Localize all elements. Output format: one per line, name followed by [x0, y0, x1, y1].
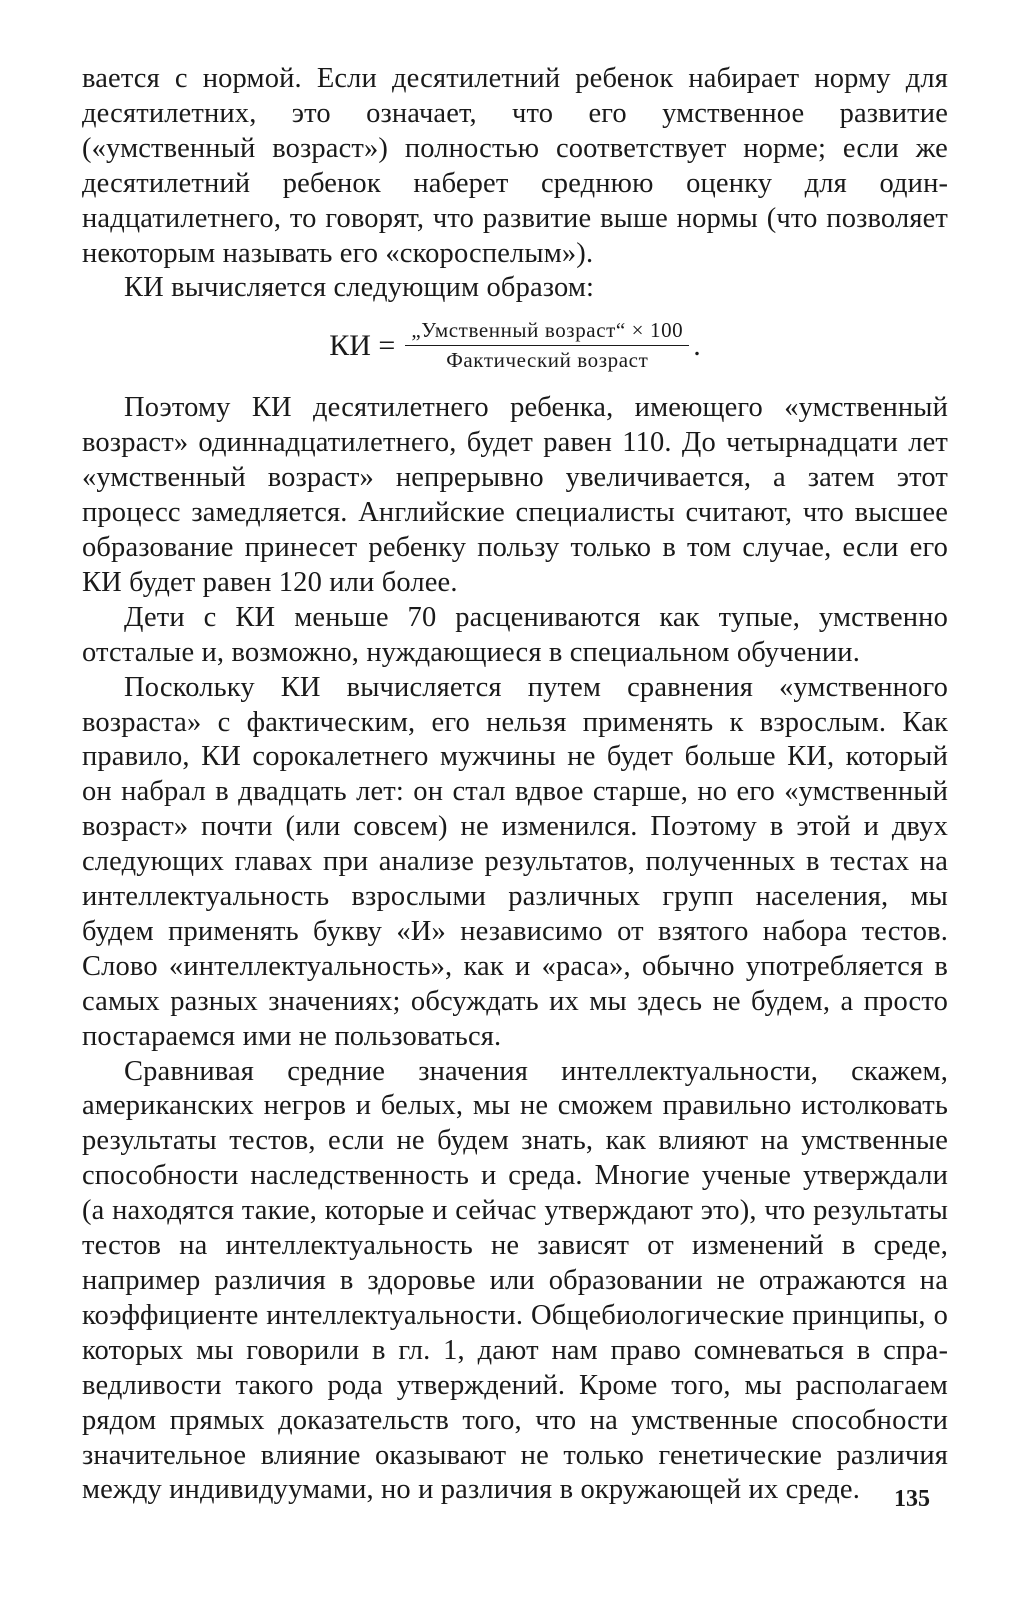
paragraph-ki-adults: Поскольку КИ вычисляется путем сравнения «умственного возраста» с фактическим, его нельзя применять к взрослым. Как правило, КИ сорокалетнего мужчины не будет больше КИ, который он набрал в двадцать лет: он стал вдвое старше, но его «умственный возраст» почти (или совсем) не изменился. Поэтому в этой и двух следующих главах при анализе результатов, полученных в тестах на интеллектуальность взрослыми различных групп населения, мы будем применять букву «И» независимо от взятого набора тестов. Слово «интеллектуальность», как и «раса», обычно употребляется в самых разных значениях; обсуждать их мы здесь не будем, а просто постараемся ими не пользоваться. — [82, 671, 948, 1052]
page-number: 135 — [894, 1486, 930, 1512]
formula-fraction — [405, 318, 689, 373]
paragraph-heredity-environment: Сравнивая средние значения интеллектуальности, скажем, американских негров и белых, мы не сможем правильно истолковать результаты тестов, если не будем знать, как влияют на умственные способности наследственность и среда. Многие ученые утверждали (а находятся такие, которые и сейчас утверждают это), что результаты тестов на интеллектуальность не зависят от изменений в среде, например различия в здоровье или образовании не отражаются на коэффициенте интеллектуальности. Общебиологические принципы, о которых мы говорили в гл. 1, дают нам право сомневаться в справедливости такого рода утверждений. Кроме того, мы располагаем рядом прямых доказательств того, что на умственные способности значительное влияние оказывают не только генетические различия между индивидуумами, но и различия в окружающей их среде. — [82, 1055, 948, 1506]
page-body — [82, 62, 948, 1508]
paragraph-ki-example: Поэтому КИ десятилетнего ребенка, имеющего «умственный возраст» одиннадцатилетнего, будет равен 110. До четырнадцати лет «умственный возраст» непрерывно увеличивается, а затем этот процесс замедляется. Английские специалисты считают, что высшее образование принесет ребенку пользу только в том случае, если его КИ будет равен 120 или более. — [82, 392, 948, 598]
formula-lhs: КИ = — [329, 328, 396, 362]
paragraph-ki-below-70: Дети с КИ меньше 70 расцениваются как тупые, умственно отсталые и, возможно, нуждающиеся в специальном обучении. — [82, 601, 948, 668]
paragraph-continuation: вается с нормой. Если десятилетний ребенок набирает норму для десятилетних, это означает, что его умственное развитие («умственный возраст») полностью соответствует норме; если же десятилетний ребенок наберет среднюю оценку для одиннадцатилетнего, то говорят, что развитие выше нормы (что позволяет некоторым называть его «скороспелым»). — [82, 63, 948, 269]
paragraph-ki-intro: КИ вычисляется следующим образом: — [124, 272, 595, 304]
formula-period: . — [693, 329, 701, 363]
formula-denominator: Фактический возраст — [446, 348, 649, 373]
formula-numerator: „Умственный возраст“ × 100 — [405, 318, 689, 346]
ki-formula — [82, 318, 948, 373]
